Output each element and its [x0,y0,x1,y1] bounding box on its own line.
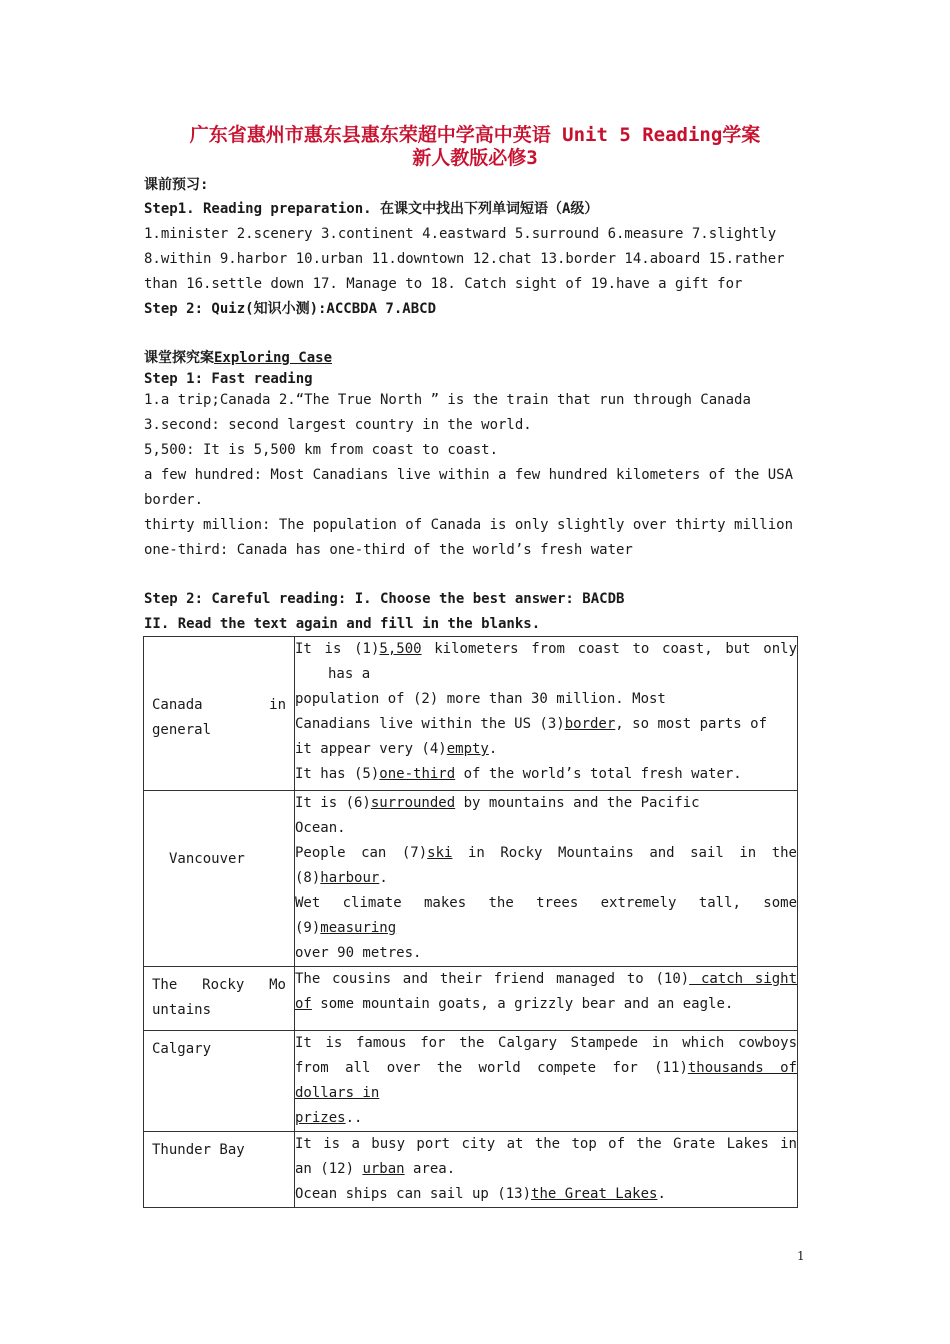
canada-line-2: has a [328,666,371,682]
table-row [144,637,798,791]
explore-heading-en: Exploring Case [214,350,333,366]
fast-line-6: thirty million: The population of Canada is only slightly over thirty million [144,517,794,533]
vocab-line-3: than 16.settle down 17. Manage to 18. Catch sight of 19.have a gift for [144,276,743,292]
vancouver-line-3: People can (7)ski in Rocky Mountains and sail in the [295,845,797,861]
calgary-line-1: It is famous for the Calgary Stampede in which cowboys [295,1035,797,1051]
row-label-rocky [144,967,295,1031]
fill-blanks-line: II. Read the text again and fill in the blanks. [144,616,541,632]
table-row [144,1031,798,1132]
careful-reading-line: Step 2: Careful reading: I. Choose the best answer: BACDB [144,591,625,607]
canada-label-line2: general [152,722,212,738]
canada-line-4: Canadians live within the US (3)border, so most parts of [295,716,768,732]
fast-line-5: border. [144,492,204,508]
table-row [144,1132,798,1208]
canada-line-6: It has (5)one-third of the world’s total fresh water. [295,766,742,782]
row-content-calgary [295,1031,798,1132]
row-label-thunder-bay [144,1132,295,1208]
thunder-line-3: Ocean ships can sail up (13)the Great Lakes. [295,1186,666,1202]
explore-heading [144,348,810,368]
fast-line-2: 3.second: second largest country in the world. [144,417,532,433]
rocky-line-1: The cousins and their friend managed to (10) catch sight [295,971,797,987]
row-content-canada [295,637,798,791]
fill-in-table [143,636,798,1208]
explore-heading-cn: 课堂探究案 [144,350,214,366]
row-content-thunder-bay [295,1132,798,1208]
canada-line-5: it appear very (4)empty. [295,741,498,757]
thunder-line-2: an (12) urban area. [295,1161,456,1177]
title-line-2: 新人教版必修3 [412,147,538,169]
step1-heading: Step1. Reading preparation. 在课文中找出下列单词短语（A级） [144,201,599,217]
row-label-canada [144,637,295,791]
table-row [144,791,798,967]
calgary-line-3: dollars in [295,1085,380,1101]
canada-label-line1: Canada in [152,697,286,713]
fast-reading-heading: Step 1: Fast reading [144,371,313,387]
vocab-line-2: 8.within 9.harbor 10.urban 11.downtown 12.chat 13.border 14.aboard 15.rather [144,251,785,267]
vocab-line-1: 1.minister 2.scenery 3.continent 4.eastward 5.surround 6.measure 7.slightly [144,226,777,242]
preview-heading: 课前预习: [144,177,209,193]
row-label-vancouver [144,791,295,967]
fast-line-1: 1.a trip;Canada 2.“The True North ” is the train that run through Canada [144,392,751,408]
fast-line-3: 5,500: It is 5,500 km from coast to coast. [144,442,499,458]
calgary-label: Calgary [152,1041,212,1057]
vancouver-line-1: It is (6)surrounded by mountains and the Pacific [295,795,700,811]
row-label-calgary [144,1031,295,1132]
vancouver-line-5: Wet climate makes the trees extremely tall, some [295,895,797,911]
calgary-line-4: prizes.. [295,1110,363,1126]
rocky-label-line2: untains [152,1002,212,1018]
rocky-line-2: of some mountain goats, a grizzly bear and an eagle. [295,996,734,1012]
vancouver-line-7: over 90 metres. [295,945,422,961]
title-line-1: 广东省惠州市惠东县惠东荣超中学高中英语 Unit 5 Reading学案 [189,124,761,146]
canada-line-3: population of (2) more than 30 million. Most [295,691,666,707]
thunder-bay-label: Thunder Bay [152,1142,245,1158]
quiz-line: Step 2: Quiz(知识小测):ACCBDA 7.ABCD [144,301,437,317]
row-content-rocky [295,967,798,1031]
vancouver-line-6: (9)measuring [295,920,397,936]
vancouver-line-4: (8)harbour. [295,870,388,886]
fast-line-7: one-third: Canada has one-third of the world’s fresh water [144,542,633,558]
rocky-label-line1: The Rocky Mo [152,977,286,993]
calgary-line-2: from all over the world compete for (11)thousands of [295,1060,797,1076]
vancouver-label: Vancouver [169,851,245,867]
table-row [144,967,798,1031]
row-content-vancouver [295,791,798,967]
canada-line-1: It is (1)5,500 kilometers from coast to coast, but only [295,641,798,657]
vancouver-line-2: Ocean. [295,820,346,836]
page-number: 1 [797,1249,805,1263]
thunder-line-1: It is a busy port city at the top of the Grate Lakes in [295,1136,797,1152]
fast-line-4: a few hundred: Most Canadians live within a few hundred kilometers of the USA [144,467,794,483]
